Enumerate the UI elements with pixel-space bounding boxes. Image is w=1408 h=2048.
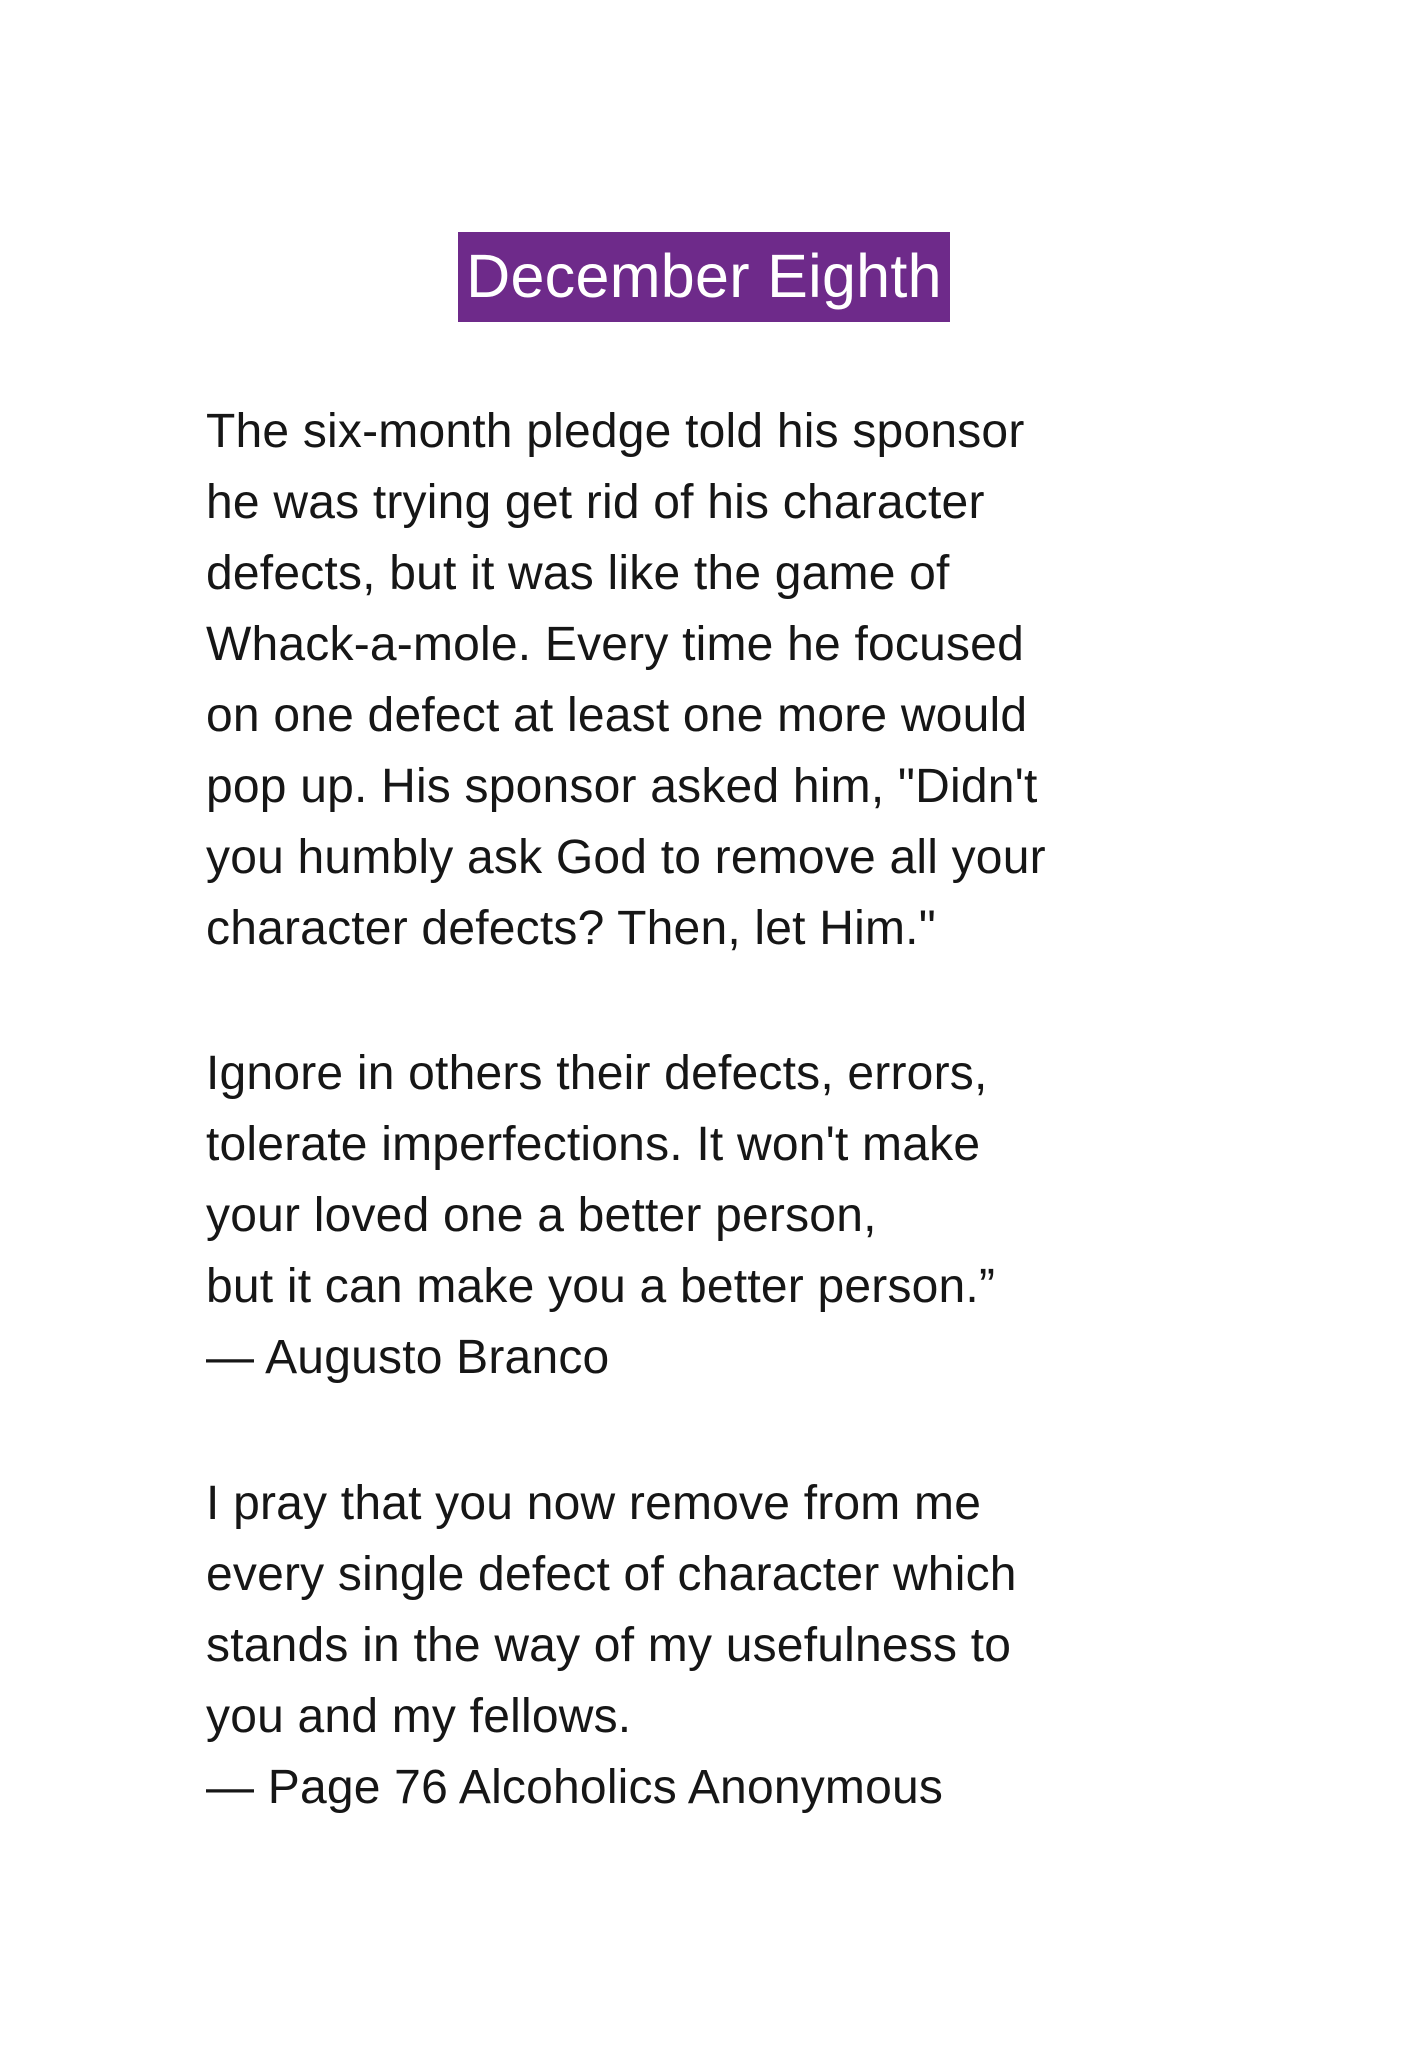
quote-1-line: but it can make you a better person.” (206, 1260, 996, 1313)
quote-2-line: every single defect of character which (206, 1548, 1017, 1601)
paragraph-1-line: Whack-a-mole. Every time he focused (206, 618, 1024, 671)
quote-2-line: stands in the way of my usefulness to (206, 1619, 1012, 1672)
paragraph-1-line: on one defect at least one more would (206, 689, 1028, 742)
paragraph-1-line: he was trying get rid of his character (206, 476, 985, 529)
quote-1-line: Ignore in others their defects, errors, (206, 1047, 988, 1100)
quote-1-attribution: — Augusto Branco (206, 1331, 610, 1384)
paragraph-1-line: defects, but it was like the game of (206, 547, 950, 600)
quote-2-line: you and my fellows. (206, 1690, 632, 1743)
quote-1-line: your loved one a better person, (206, 1189, 877, 1242)
quote-2-attribution: — Page 76 Alcoholics Anonymous (206, 1761, 944, 1814)
title-wrap (0, 232, 1408, 322)
quote-1-line: tolerate imperfections. It won't make (206, 1118, 981, 1171)
paragraph-1-line: The six-month pledge told his sponsor (206, 405, 1025, 458)
paragraph-1-line: pop up. His sponsor asked him, "Didn't (206, 760, 1038, 813)
paragraph-1-line: character defects? Then, let Him." (206, 902, 936, 955)
quote-2-line: I pray that you now remove from me (206, 1477, 982, 1530)
paragraph-1-line: you humbly ask God to remove all your (206, 831, 1046, 884)
page-title: December Eighth (458, 232, 950, 322)
